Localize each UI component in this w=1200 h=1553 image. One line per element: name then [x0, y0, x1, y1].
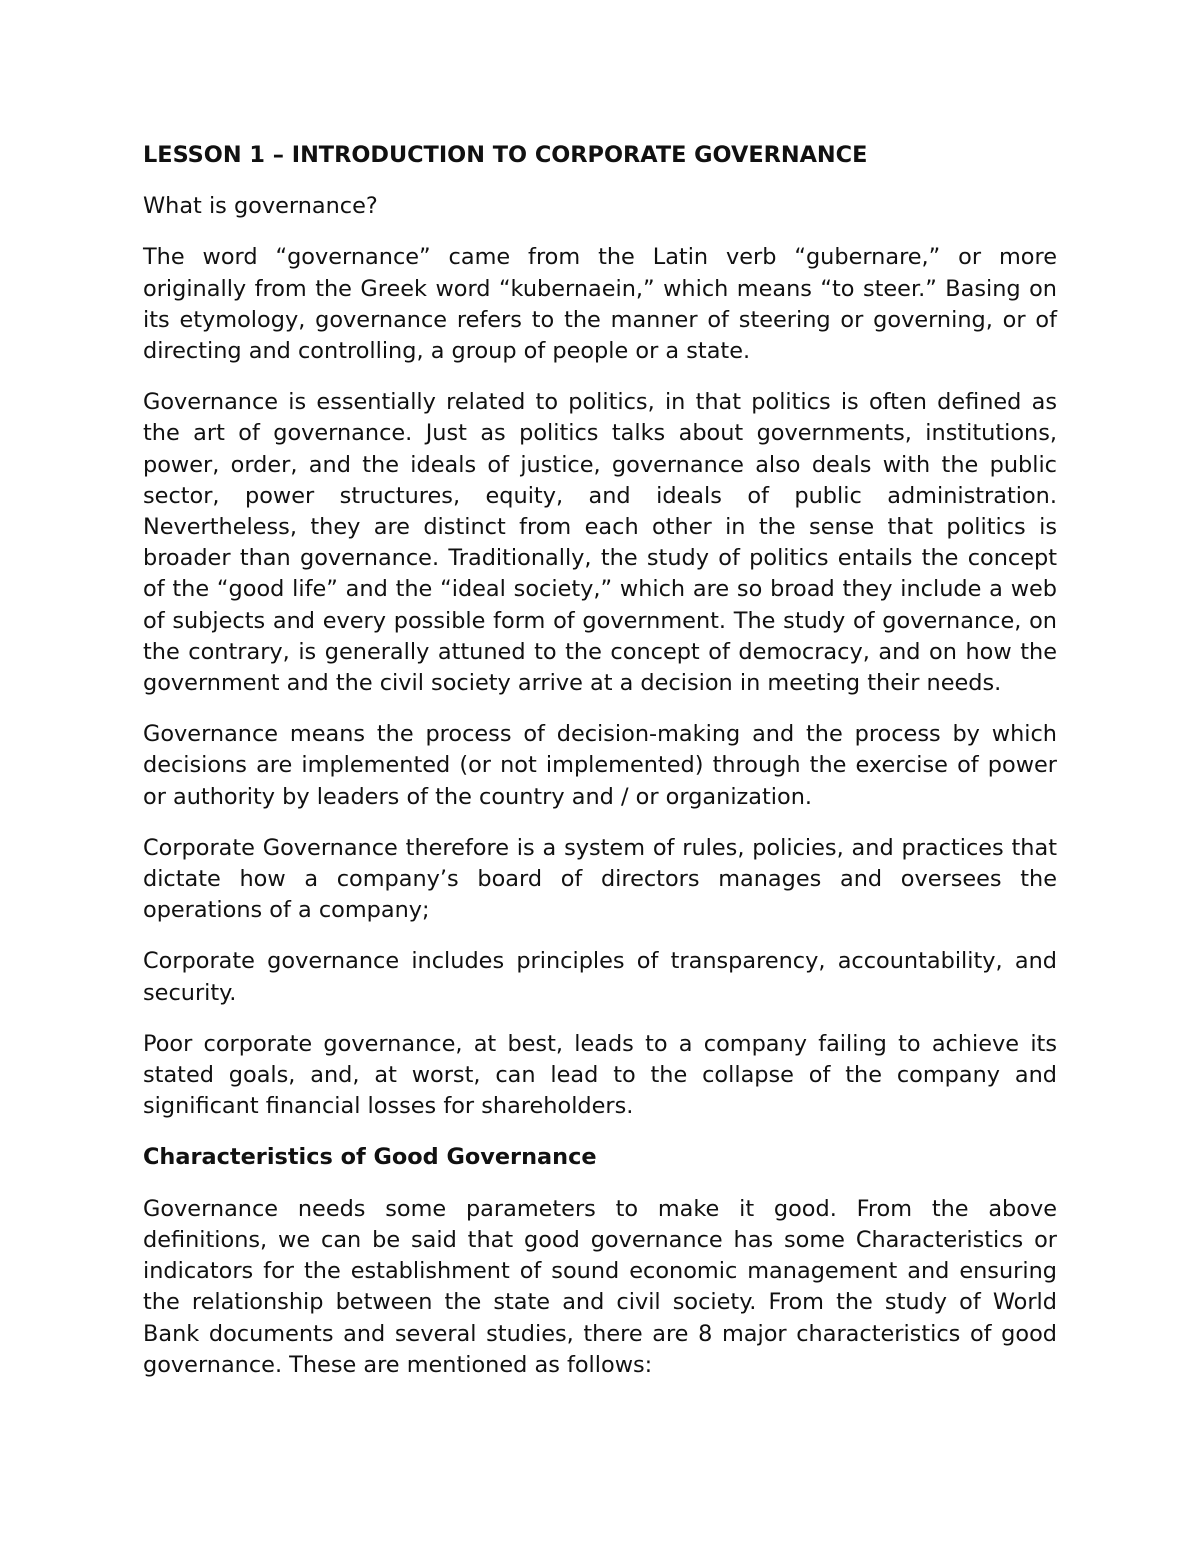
paragraph-corporate-governance-definition: Corporate Governance therefore is a system of rules, policies, and practices that dictate how a company’s board of directors manages and oversees the operations of a company; [143, 834, 1057, 924]
paragraph-poor-governance: Poor corporate governance, at best, leads to a company failing to achieve its stated goals, and, at worst, can lead to the collapse of the company and significant financial losses for shareholders. [143, 1030, 1057, 1120]
paragraph-etymology: The word “governance” came from the Latin verb “gubernare,” or more originally from the Greek word “kubernaein,” which means “to steer.” Basing on its etymology, governance refers to the manner of steering or governing, or of directing and controlling, a group of people or a state. [143, 244, 1057, 365]
paragraph-decision-making: Governance means the process of decision-making and the process by which decisions are implemented (or not implemented) through the exercise of power or authority by leaders of the country and / or organization. [143, 721, 1057, 810]
question-line: What is governance? [143, 193, 378, 220]
lesson-title: LESSON 1 – INTRODUCTION TO CORPORATE GOVERNANCE [143, 142, 868, 168]
paragraph-politics: Governance is essentially related to politics, in that politics is often defined as the art of governance. Just as politics talks about governments, institutions, power, order, and the ideals of justice, governance also deals with the public sector, power structures, equity, and ideals of public administration. Nevertheless, they are distinct from each other in the sense that politics is broader than governance. Traditionally, the study of politics entails the concept of the “good life” and the “ideal society,” which are so broad they include a web of subjects and every possible form of government. The study of governance, on the contrary, is generally attuned to the concept of democracy, and on how the government and the civil society arrive at a decision in meeting their needs. [143, 389, 1057, 697]
paragraph-principles: Corporate governance includes principles of transparency, accountability, and security. [143, 948, 1057, 1006]
section-heading: Characteristics of Good Governance [143, 1144, 597, 1171]
paragraph-characteristics-intro: Governance needs some parameters to make it good. From the above definitions, we can be said that good governance has some Characteristics or indicators for the establishment of sound economic management and ensuring the relationship between the state and civil society. From the study of World Bank documents and several studies, there are 8 major characteristics of good governance. These are mentioned as follows: [143, 1195, 1057, 1378]
document-body [143, 140, 1057, 1401]
